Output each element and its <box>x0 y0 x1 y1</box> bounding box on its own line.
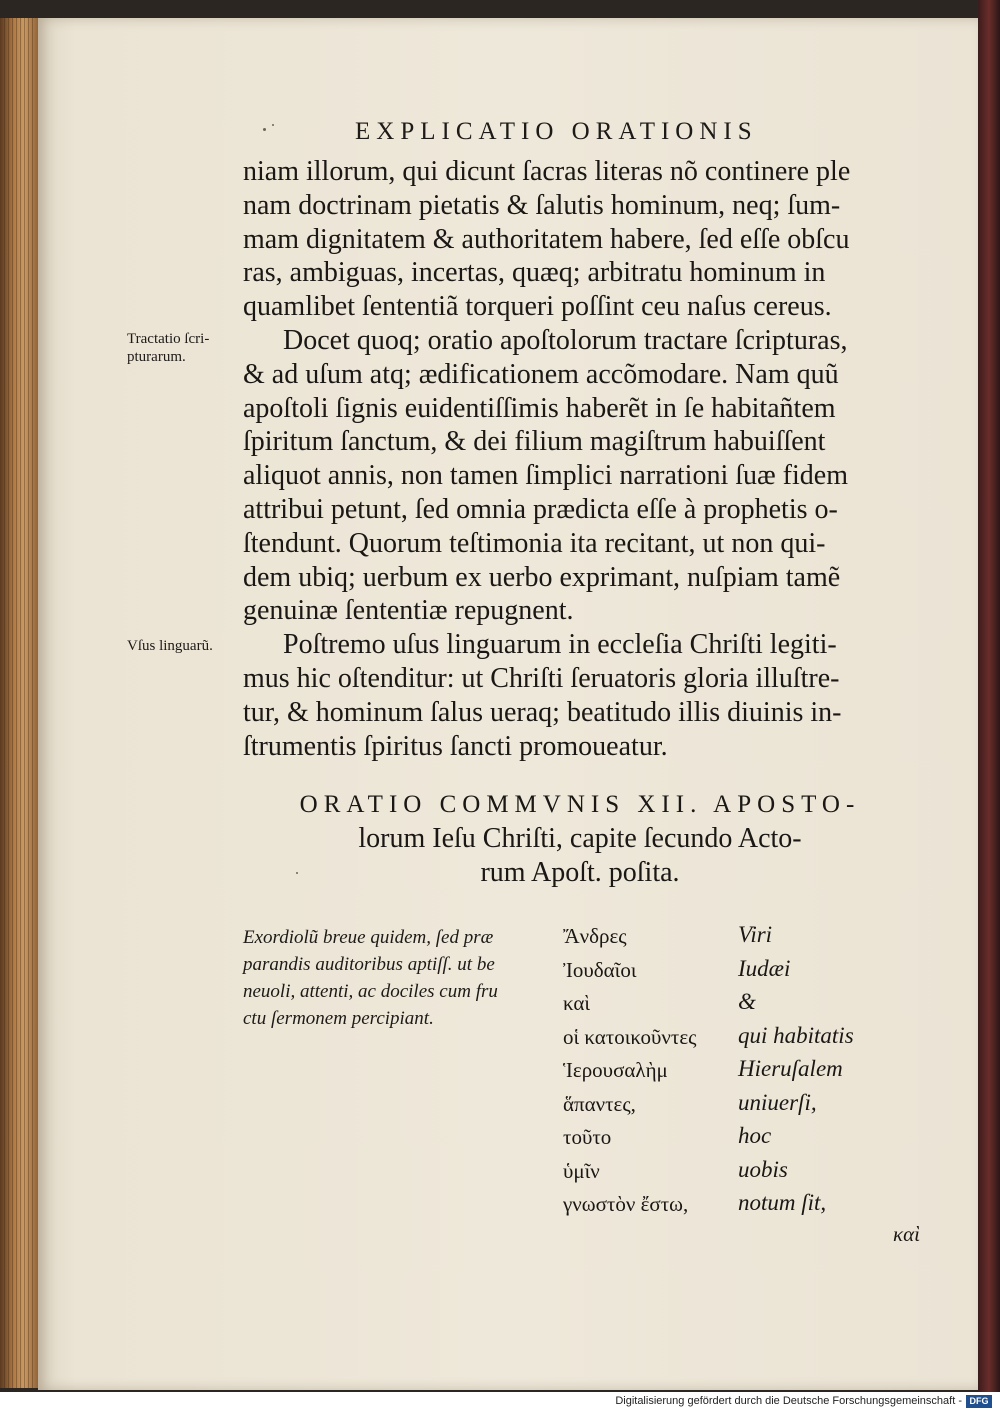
latin-word: qui habitatis <box>738 1022 854 1048</box>
text-line: ſpiritum ſanctum, & dei filium magiſtrum habuiſſent <box>243 426 826 458</box>
body-text <box>243 155 943 763</box>
latin-word: Iudæi <box>738 955 791 981</box>
margin-note-line: Tractatio ſcri- <box>127 331 210 347</box>
text-line: nam doctrinam pietatis & ſalutis hominum, neq; ſum- <box>243 189 841 221</box>
text-line: mus hic oſtenditur: ut Chriſti ſeruatoris gloria illuſtre- <box>243 662 840 694</box>
margin-note-usus: Vſus linguarũ. <box>127 638 213 654</box>
text-line: ras, ambiguas, incertas, quæq; arbitratu hominum in <box>243 257 826 289</box>
greek-word: Ἱερουσαλὴμ <box>563 1058 668 1082</box>
greek-word: ὑμῖν <box>563 1158 600 1183</box>
text-line: mam dignitatem & authoritatem habere, ſed eſſe obſcu <box>243 223 850 255</box>
greek-word: Ἄνδρες <box>563 924 627 948</box>
text-line: genuinæ ſententiæ repugnent. <box>243 595 574 627</box>
running-title: EXPLICATIO ORATIONIS <box>355 118 758 145</box>
text-line: & ad uſum atq; ædificationem accõmodare. Nam quũ <box>243 358 839 390</box>
text-line: ſtrumentis ſpiritus ſancti promoueatur. <box>243 730 668 762</box>
section-title <box>230 788 930 890</box>
latin-word: Hieruſalem <box>738 1056 843 1081</box>
footer-text: Digitalisierung gefördert durch die Deutsche Forschungsgemeinschaft - <box>615 1395 962 1407</box>
text-line: dem ubiq; uerbum ex uerbo exprimant, nuſpiam tamẽ <box>243 561 841 593</box>
latin-word: notum ſit, <box>738 1190 827 1215</box>
latin-word: & <box>738 989 756 1014</box>
dfg-logo: DFG <box>966 1395 992 1408</box>
book-spine-texture <box>4 18 36 1388</box>
text-line: niam illorum, qui dicunt ſacras literas nõ continere ple <box>243 156 851 187</box>
exordium-line: neuoli, attenti, ac dociles cum fru <box>243 981 498 1002</box>
greek-column <box>563 920 733 1222</box>
exordium-line: Exordiolũ breue quidem, ſed præ <box>243 927 494 948</box>
margin-note-tractatio <box>127 330 209 366</box>
ink-speck <box>263 128 266 131</box>
ink-speck <box>272 124 274 126</box>
margin-note-line: pturarum. <box>127 349 186 365</box>
section-title-line1: ORATIO COMMVNIS XII. APOSTO- <box>299 791 861 818</box>
latin-word: uniuerſi, <box>738 1089 817 1115</box>
catchword: καὶ <box>893 1222 920 1246</box>
greek-word: ἅπαντες, <box>563 1091 636 1116</box>
text-line: Poſtremo uſus linguarum in eccleſia Chriſti legiti- <box>283 629 837 661</box>
text-line: quamlibet ſententiã torqueri poſſint ceu naſus cereus. <box>243 291 832 323</box>
latin-word: uobis <box>738 1156 788 1182</box>
latin-word: hoc <box>738 1123 772 1148</box>
text-line: ſtendunt. Quorum teſtimonia ita recitant, ut non qui- <box>243 527 826 559</box>
book-cover-edge <box>978 0 1000 1392</box>
footer-bar <box>0 1392 1000 1412</box>
section-title-line2: lorum Ieſu Chriſti, capite ſecundo Acto- <box>358 823 802 854</box>
text-line: attribui petunt, ſed omnia prædicta eſſe à prophetis o- <box>243 493 838 525</box>
greek-word: οἱ κατοικοῦντες <box>563 1024 697 1049</box>
text-line: apoſtoli ſignis euidentiſſimis haberẽt in ſe habitañtem <box>243 392 836 424</box>
text-line: aliquot annis, non tamen ſimplici narrationi ſuæ fidem <box>243 460 848 492</box>
greek-word: γνωστὸν ἔστω, <box>563 1192 689 1216</box>
latin-column <box>738 918 938 1220</box>
greek-word: Ἰουδαῖοι <box>563 957 637 982</box>
text-line: Docet quoq; oratio apoſtolorum tractare ſcripturas, <box>283 324 848 356</box>
exordium-line: ctu ſermonem percipiant. <box>243 1008 434 1029</box>
text-line: tur, & hominum ſalus ueraq; beatitudo illis diuinis in- <box>243 696 842 728</box>
latin-word: Viri <box>738 922 773 947</box>
greek-word: καὶ <box>563 991 591 1015</box>
exordium-line: parandis auditoribus aptiſſ. ut be <box>243 954 495 975</box>
exordium-note <box>243 924 563 1032</box>
section-title-line3: rum Apoſt. poſita. <box>480 857 680 888</box>
greek-word: τοῦτο <box>563 1125 612 1149</box>
